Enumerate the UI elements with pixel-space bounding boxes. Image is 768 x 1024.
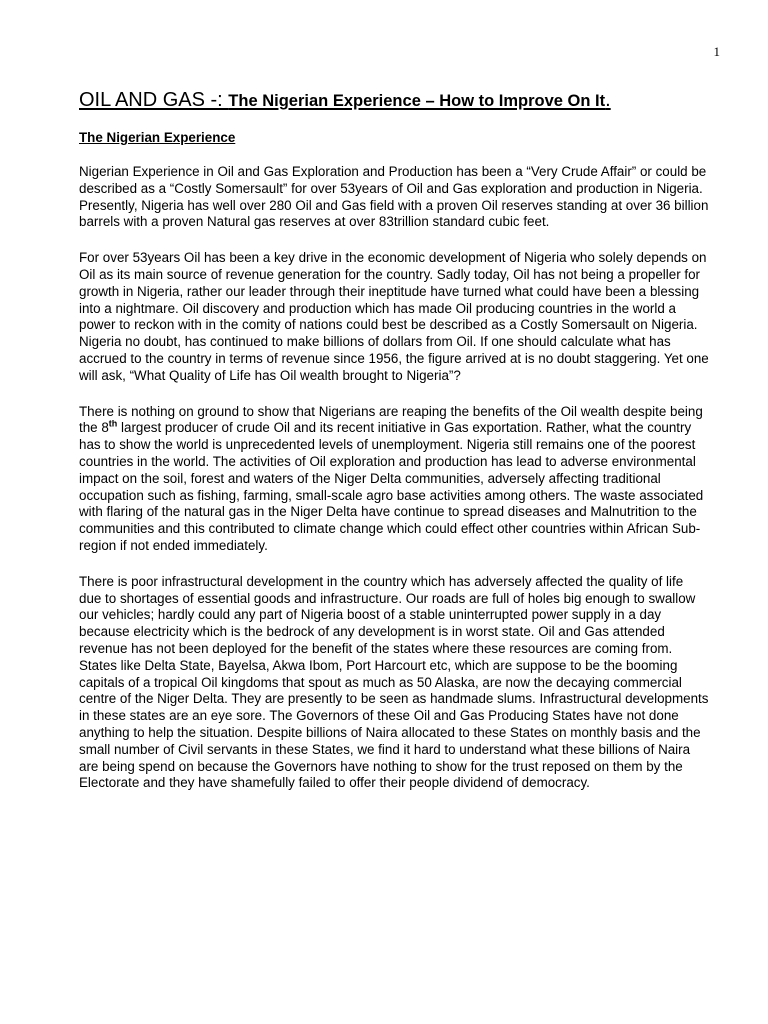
title-main: OIL AND GAS -: bbox=[79, 89, 229, 111]
paragraph-3-part-2: largest producer of crude Oil and its recent initiative in Gas exportation. Rather, what the country has to show the world is unprecedented levels of unemployment. Nigeria still remains one of the poorest countries in the world. The activities of Oil exploration and production has lead to adverse environmental impact on the soil, forest and waters of the Niger Delta communities, adversely affecting traditional occupation such as fishing, farming, small-scale agro base activities among others. The waste associated with flaring of the natural gas in the Niger Delta have continue to spread diseases and Malnutrition to the communities and this contributed to climate change which could effect other countries within African Sub-region if not ended immediately. bbox=[79, 420, 704, 554]
title-subtitle: The Nigerian Experience – How to Improve On It bbox=[228, 92, 606, 110]
paragraph-4: There is poor infrastructural development in the country which has adversely affected the quality of life due to shortages of essential goods and infrastructure. Our roads are full of holes big enough to swallow our vehicles; hardly could any part of Nigeria boost of a stable uninterrupted power supply in a day because electricity which is the bedrock of any development is in worst state. Oil and Gas attended revenue has not been deployed for the benefit of the states where these resources are coming from. States like Delta State, Bayelsa, Akwa Ibom, Port Harcourt etc, which are suppose to be the booming capitals of a tropical Oil kingdoms that spout as much as 50 Alaska, are now the decaying commercial centre of the Niger Delta. They are presently to be seen as handmade slums. Infrastructural developments in these states are an eye sore. The Governors of these Oil and Gas Producing States have not done anything to help the situation. Despite billions of Naira allocated to these States on monthly basis and the small number of Civil servants in these States, we find it hard to understand what these billions of Naira are being spend on because the Governors have nothing to show for the trust reposed on them by the Electorate and they have shamefully failed to offer their people dividend of democracy. bbox=[79, 573, 709, 791]
paragraph-2: For over 53years Oil has been a key drive in the economic development of Nigeria who solely depends on Oil as its main source of revenue generation for the country. Sadly today, Oil has not being a propeller for growth in Nigeria, rather our leader through their ineptitude have turned what could have been a blessing into a nightmare. Oil discovery and production which has made Oil producing countries in the world a power to reckon with in the comity of nations could best be described as a Costly Somersault on Nigeria. Nigeria no doubt, has continued to make billions of dollars from Oil. If one should calculate what has accrued to the country in terms of revenue since 1956, the figure arrived at is no doubt staggering. Yet one will ask, “What Quality of Life has Oil wealth brought to Nigeria”? bbox=[79, 250, 709, 383]
document-body bbox=[79, 88, 709, 811]
section-heading: The Nigerian Experience bbox=[79, 130, 236, 145]
title-period: . bbox=[605, 89, 611, 111]
paragraph-3 bbox=[79, 404, 709, 555]
paragraph-3-part-1: There is nothing on ground to show that Nigerians are reaping the benefits of the Oil wealth despite being the 8 bbox=[79, 403, 703, 436]
ordinal-superscript: th bbox=[108, 418, 118, 429]
paragraph-1: Nigerian Experience in Oil and Gas Exploration and Production has been a “Very Crude Affair” or could be described as a “Costly Somersault” for over 53years of Oil and Gas exploration and production in Nigeria. Presently, Nigeria has well over 280 Oil and Gas field with a proven Oil reserves standing at over 36 billion barrels with a proven Natural gas reserves at over 83trillion standard cubic feet. bbox=[79, 164, 709, 230]
page-number: 1 bbox=[713, 44, 720, 59]
document-title bbox=[79, 88, 709, 112]
